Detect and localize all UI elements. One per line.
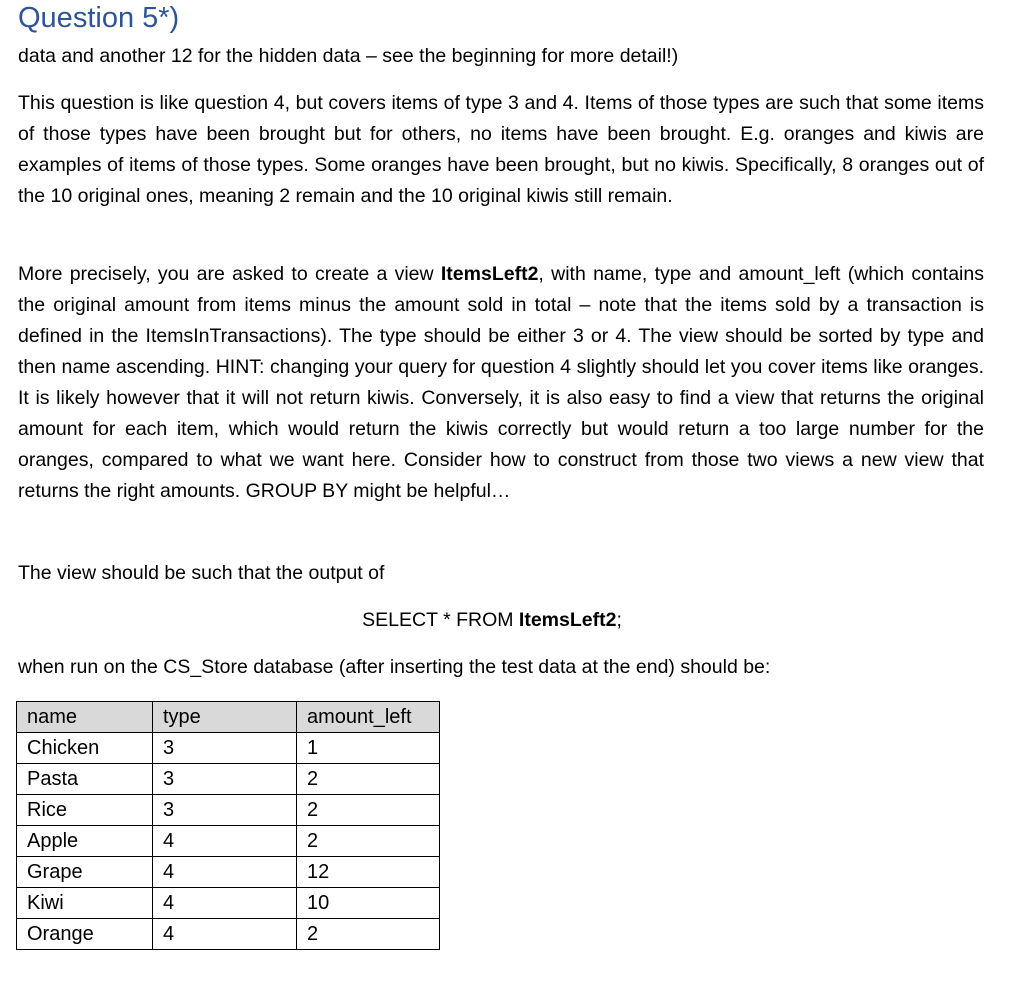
table-row (17, 795, 440, 826)
paragraph-task (18, 259, 984, 507)
table-row (17, 733, 440, 764)
paragraph-output-intro: The view should be such that the output of (18, 562, 385, 584)
query-view-name: ItemsLeft2 (518, 609, 617, 631)
cell-name: Grape (17, 857, 153, 888)
task-text-before: More precisely, you are asked to create a view (18, 263, 441, 285)
table-row (17, 764, 440, 795)
cell-name: Kiwi (17, 888, 153, 919)
task-text-after: , with name, type and amount_left (which contains the original amount from items minus the amount sold in total – note that the items sold by a transaction is defined in the ItemsInTransactions). The type should be either 3 or 4. The view should be sorted by type and then name ascending. HINT: changing your query for question 4 slightly should let you cover items like oranges. It is likely however that it will not return kiwis. Conversely, it is also easy to find a view that returns the original amount for each item, which would return the kiwis correctly but would return a too large number for the oranges, compared to what we want here. Consider how to construct from those two views a new view that returns the right amounts. GROUP BY might be helpful… (18, 263, 984, 502)
cell-type: 4 (153, 826, 297, 857)
cell-type: 4 (153, 919, 297, 950)
cell-amount-left: 1 (297, 733, 440, 764)
cell-amount-left: 2 (297, 764, 440, 795)
cell-type: 3 (153, 795, 297, 826)
result-table (16, 701, 440, 950)
cell-type: 4 (153, 857, 297, 888)
cell-amount-left: 10 (297, 888, 440, 919)
cell-type: 3 (153, 733, 297, 764)
column-header: name (17, 702, 153, 733)
intro-text: data and another 12 for the hidden data – see the beginning for more detail!) (18, 45, 679, 67)
cell-amount-left: 2 (297, 826, 440, 857)
cell-name: Apple (17, 826, 153, 857)
cell-type: 4 (153, 888, 297, 919)
table-header-row (17, 702, 440, 733)
view-name-bold: ItemsLeft2 (440, 263, 539, 285)
table-row (17, 919, 440, 950)
paragraph-run-note: when run on the CS_Store database (after inserting the test data at the end) should be: (18, 656, 771, 678)
cell-amount-left: 2 (297, 795, 440, 826)
table-row (17, 826, 440, 857)
question-heading: Question 5*) (18, 2, 180, 34)
cell-type: 3 (153, 764, 297, 795)
column-header: type (153, 702, 297, 733)
table-row (17, 857, 440, 888)
paragraph-description: This question is like question 4, but covers items of type 3 and 4. Items of those types are such that some items of those types have been brought but for others, no items have been brought. E.g. oranges and kiwis are examples of items of those types. Some oranges have been brought, but no kiwis. Specifically, 8 oranges out of the 10 original ones, meaning 2 remain and the 10 original kiwis still remain. (18, 92, 984, 207)
cell-name: Orange (17, 919, 153, 950)
cell-amount-left: 12 (297, 857, 440, 888)
cell-name: Chicken (17, 733, 153, 764)
query-prefix: SELECT * FROM (362, 609, 519, 631)
cell-amount-left: 2 (297, 919, 440, 950)
cell-name: Pasta (17, 764, 153, 795)
query-suffix: ; (616, 609, 622, 631)
cell-name: Rice (17, 795, 153, 826)
column-header: amount_left (297, 702, 440, 733)
table-row (17, 888, 440, 919)
sql-query (0, 605, 984, 636)
